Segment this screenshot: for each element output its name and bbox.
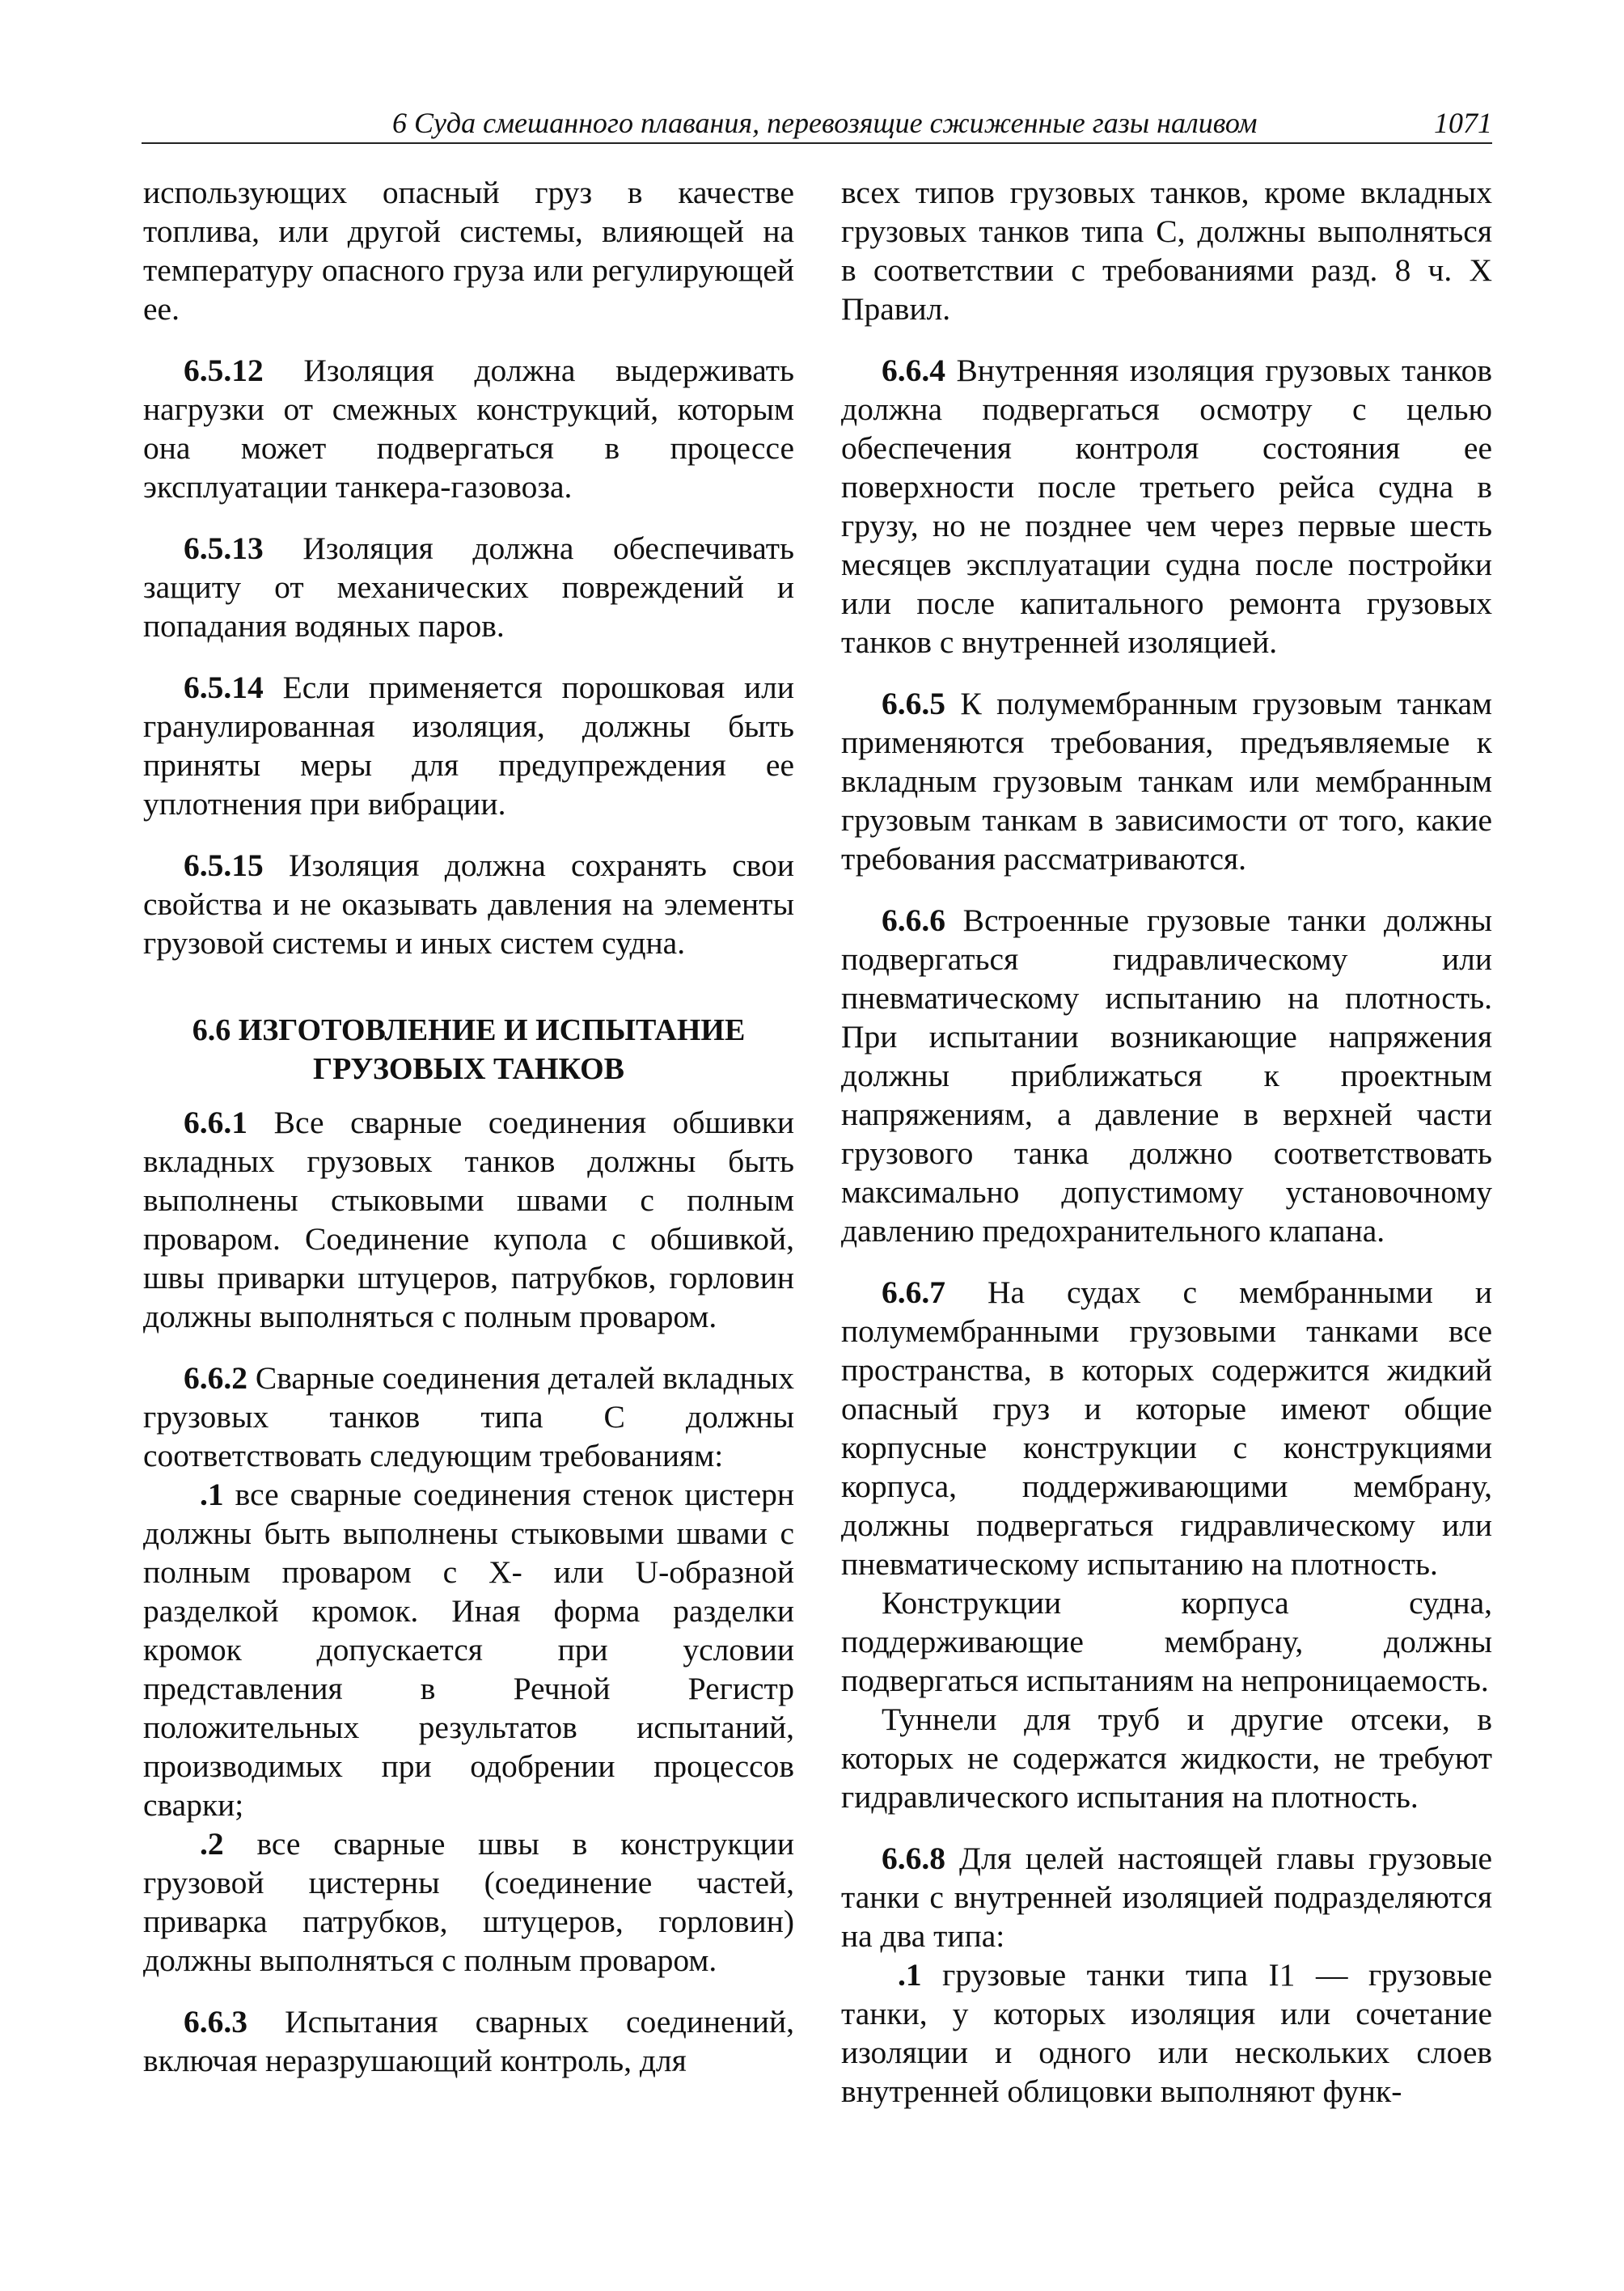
paragraph-6-6-1 bbox=[143, 1103, 794, 1336]
paragraph-6-5-15 bbox=[143, 846, 794, 962]
paragraph-6-6-2 bbox=[143, 1359, 794, 1475]
subclause-text: все сварные швы в конструкции грузовой цистерны (соединение частей, приварка патрубков, штуцеров, горловин) должны выполняться с полным проваром. bbox=[143, 1826, 794, 1978]
right-column bbox=[841, 173, 1492, 2111]
clause-number: 6.6.8 bbox=[882, 1841, 945, 1876]
page-number: 1071 bbox=[1434, 107, 1492, 139]
paragraph: использующих опасный груз в качестве топлива, или другой системы, влияющей на температуру опасного груза или регулирующей ее. bbox=[143, 175, 794, 327]
clause-text: Все сварные соединения обшивки вкладных грузовых танков должны быть выполнены стыковыми швами с полным проваром. Соединение купола с обшивкой, швы приварки штуцеров, патрубков, горловин должны выполняться с полным проваром. bbox=[143, 1105, 794, 1334]
subclause-1 bbox=[143, 1475, 794, 1824]
clause-number: 6.5.14 bbox=[184, 670, 264, 705]
paragraph-6-6-5 bbox=[841, 684, 1492, 878]
clause-text: Изоляция должна выдерживать нагрузки от смежных конструкций, которым она может подвергаться в процессе эксплуатации танкера-газовоза. bbox=[143, 353, 794, 505]
clause-text: Внутренняя изоляция грузовых танков должна подвергаться осмотру с целью обеспечения контроля состояния ее поверхности после третьего рейса судна в грузу, но не позднее чем через первые шесть месяцев эксплуатации судна после постройки или после капитального ремонта грузовых танков с внутренней изоляцией. bbox=[841, 353, 1492, 660]
clause-number: 6.6.2 bbox=[184, 1360, 247, 1396]
clause-text: Изоляция должна сохранять свои свойства и не оказывать давления на элементы грузовой системы и иных систем судна. bbox=[143, 848, 794, 961]
clause-text: Если применяется порошковая или гранулированная изоляция, должны быть приняты меры для предупреждения ее уплотнения при вибрации. bbox=[143, 670, 794, 822]
clause-text: К полумембранным грузовым танкам применяются требования, предъявляемые к вкладным грузовым танкам или мембранным грузовым танкам в зависимости от того, какие требования рассматриваются. bbox=[841, 686, 1492, 877]
paragraph-6-5-12 bbox=[143, 351, 794, 506]
clause-number: 6.5.15 bbox=[184, 848, 264, 883]
clause-number: 6.6.6 bbox=[882, 902, 945, 938]
subclause-number: .1 bbox=[898, 1957, 922, 1993]
paragraph-6-6-8 bbox=[841, 1839, 1492, 1955]
clause-number: 6.6.1 bbox=[184, 1105, 247, 1140]
paragraph: Конструкции корпуса судна, поддерживающие мембрану, должны подвергаться испытаниям на непроницаемость. bbox=[841, 1585, 1492, 1698]
clause-text: Изоляция должна обеспечивать защиту от механических повреждений и попадания водяных паров. bbox=[143, 530, 794, 644]
section-heading bbox=[143, 1011, 794, 1088]
paragraph-6-6-4 bbox=[841, 351, 1492, 662]
clause-text: Испытания сварных соединений, включая неразрушающий контроль, для bbox=[143, 2004, 794, 2078]
subclause-number: .2 bbox=[200, 1826, 224, 1862]
clause-text: Встроенные грузовые танки должны подвергаться гидравлическому или пневматическому испытанию на плотность. При испытании возникающие напряжения должны приближаться к проектным напряжениям, а давление в верхней части грузового танка должно соответствовать максимально допустимому установочному давлению предохранительного клапана. bbox=[841, 902, 1492, 1249]
paragraph: всех типов грузовых танков, кроме вкладных грузовых танков типа С, должны выполняться в соответствии с требованиями разд. 8 ч. Х Правил. bbox=[841, 175, 1492, 327]
section-heading-line: ГРУЗОВЫХ ТАНКОВ bbox=[312, 1052, 624, 1086]
subclause-text: грузовые танки типа I1 — грузовые танки, у которых изоляция или сочетание изоляции и одного или нескольких слоев внутренней облицовки выполняют функ- bbox=[841, 1957, 1492, 2109]
header-title: 6 Суда смешанного плавания, перевозящие сжиженные газы наливом bbox=[392, 107, 1258, 139]
clause-text: Сварные соединения деталей вкладных грузовых танков типа С должны соответствовать следующим требованиям: bbox=[143, 1360, 794, 1473]
clause-number: 6.5.12 bbox=[184, 353, 264, 388]
subclause-text: все сварные соединения стенок цистерн должны быть выполнены стыковыми швами с полным проваром с Х- или U-образной разделкой кромок. Иная форма разделки кромок допускается при условии представления в Речной Регистр положительных результатов испытаний, производимых при одобрении процессов сварки; bbox=[143, 1477, 794, 1823]
section-heading-line: 6.6 ИЗГОТОВЛЕНИЕ И ИСПЫТАНИЕ bbox=[192, 1013, 746, 1047]
clause-number: 6.6.3 bbox=[184, 2004, 247, 2039]
clause-number: 6.6.7 bbox=[882, 1274, 945, 1310]
clause-text: Для целей настоящей главы грузовые танки с внутренней изоляцией подразделяются на два типа: bbox=[841, 1841, 1492, 1954]
clause-number: 6.5.13 bbox=[184, 530, 264, 566]
clause-number: 6.6.5 bbox=[882, 686, 945, 721]
subclause-1 bbox=[841, 1955, 1492, 2111]
clause-number: 6.6.4 bbox=[882, 353, 945, 388]
subclause-2 bbox=[143, 1824, 794, 1980]
paragraph-6-6-3 bbox=[143, 2002, 794, 2080]
paragraph: Туннели для труб и другие отсеки, в которых не содержатся жидкости, не требуют гидравлического испытания на плотность. bbox=[841, 1701, 1492, 1815]
subclause-number: .1 bbox=[200, 1477, 224, 1512]
paragraph-6-6-6 bbox=[841, 901, 1492, 1250]
paragraph-6-5-14 bbox=[143, 668, 794, 823]
running-header bbox=[142, 104, 1492, 144]
paragraph-6-6-7 bbox=[841, 1273, 1492, 1583]
paragraph-6-5-13 bbox=[143, 529, 794, 645]
left-column bbox=[143, 173, 794, 2080]
clause-text: На судах с мембранными и полумембранными грузовыми танками все пространства, в которых содержится жидкий опасный груз и которые имеют общие корпусные конструкции с конструкциями корпуса, поддерживающими мембрану, должны подвергаться гидравлическому или пневматическому испытанию на плотность. bbox=[841, 1274, 1492, 1582]
